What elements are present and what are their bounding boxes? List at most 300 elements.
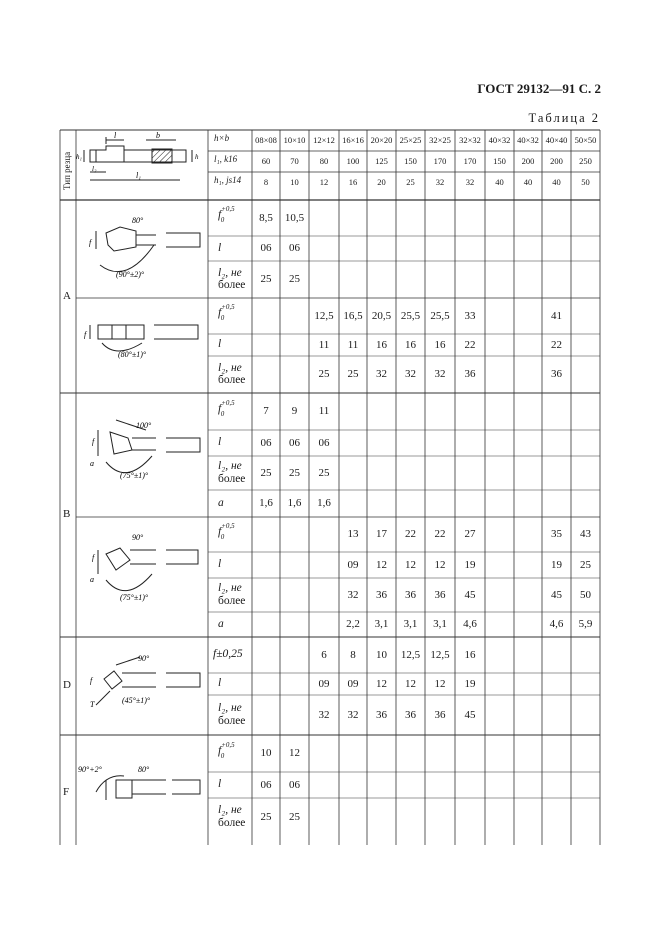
value-cell: 7 bbox=[263, 405, 269, 417]
sketch-f bbox=[76, 752, 206, 822]
param-label-a: a bbox=[218, 496, 224, 509]
side-label-cutter-type: Тип резца bbox=[62, 151, 72, 190]
param-label-l: l bbox=[218, 338, 222, 350]
value-cell: 25 bbox=[289, 273, 300, 285]
value-cell bbox=[455, 772, 485, 798]
value-cell: 45 bbox=[464, 709, 476, 721]
value-cell bbox=[309, 261, 339, 298]
value-cell bbox=[252, 695, 280, 735]
value-cell: 09 bbox=[318, 678, 330, 690]
value-cell: 10 bbox=[260, 747, 272, 759]
value-cell bbox=[367, 772, 396, 798]
value-cell: 50 bbox=[580, 589, 591, 601]
value-cell bbox=[485, 236, 514, 261]
value-cell: 25,5 bbox=[430, 310, 450, 322]
value-cell: 36 bbox=[376, 709, 387, 721]
value-cell: 06 bbox=[318, 437, 330, 449]
value-cell bbox=[252, 673, 280, 695]
sketch-label: T bbox=[90, 700, 95, 709]
value-cell bbox=[571, 393, 600, 430]
value-cell bbox=[455, 393, 485, 430]
value-cell bbox=[309, 798, 339, 836]
value-cell bbox=[485, 798, 514, 836]
value-cell: 19 bbox=[464, 559, 476, 571]
value-cell: 16 bbox=[464, 649, 476, 661]
value-cell bbox=[571, 356, 600, 393]
value-cell bbox=[252, 298, 280, 334]
value-cell bbox=[485, 673, 514, 695]
value-cell: 25,5 bbox=[400, 310, 421, 322]
size-cell: 40×32 bbox=[517, 135, 539, 145]
value-cell bbox=[485, 200, 514, 236]
value-cell: 1,6 bbox=[287, 497, 302, 509]
sketch-label: a bbox=[90, 459, 94, 468]
sketch-label: (75°±1)° bbox=[120, 471, 149, 480]
value-cell bbox=[367, 393, 396, 430]
value-cell bbox=[367, 735, 396, 772]
value-cell: 12 bbox=[289, 747, 300, 759]
value-cell: 06 bbox=[260, 437, 272, 449]
value-cell: 12 bbox=[376, 559, 387, 571]
value-cell bbox=[396, 200, 425, 236]
param-label-l2: l₂, не более bbox=[218, 460, 246, 485]
value-cell: 3,1 bbox=[374, 618, 389, 630]
sketch-label: l₂ bbox=[92, 165, 97, 173]
value-cell bbox=[425, 236, 455, 261]
value-cell: 36 bbox=[434, 709, 446, 721]
value-cell bbox=[571, 261, 600, 298]
param-label-l: l bbox=[218, 241, 222, 254]
value-cell: 22 bbox=[551, 339, 562, 351]
size-cell: 20×20 bbox=[370, 135, 393, 145]
h1-cell: 20 bbox=[377, 177, 386, 187]
value-cell: 2,2 bbox=[346, 618, 360, 630]
value-cell bbox=[455, 430, 485, 456]
value-cell bbox=[455, 456, 485, 490]
value-cell: 06 bbox=[260, 242, 272, 254]
value-cell bbox=[425, 430, 455, 456]
value-cell: 32 bbox=[347, 589, 359, 601]
h1-cell: 40 bbox=[495, 177, 504, 187]
value-cell: 12 bbox=[434, 559, 446, 571]
value-cell bbox=[571, 334, 600, 356]
value-cell: 4,6 bbox=[463, 618, 477, 630]
value-cell bbox=[514, 393, 542, 430]
value-cell bbox=[339, 261, 367, 298]
value-cell: 11 bbox=[347, 339, 359, 351]
value-cell bbox=[455, 200, 485, 236]
value-cell bbox=[571, 798, 600, 836]
value-cell: 16 bbox=[405, 339, 416, 351]
value-cell: 5,9 bbox=[578, 618, 593, 630]
value-cell bbox=[339, 798, 367, 836]
value-cell bbox=[485, 490, 514, 517]
sketch-label: (75°±1)° bbox=[120, 593, 149, 602]
value-cell: 32 bbox=[405, 368, 416, 380]
value-cell bbox=[542, 236, 571, 261]
value-cell: 22 bbox=[405, 528, 416, 540]
value-cell: 35 bbox=[551, 528, 562, 540]
value-cell: 4,6 bbox=[549, 618, 564, 630]
value-cell: 36 bbox=[405, 709, 416, 721]
value-cell bbox=[485, 298, 514, 334]
sketch-label: f bbox=[92, 553, 95, 562]
l1-cell: 125 bbox=[375, 156, 388, 166]
value-cell bbox=[514, 298, 542, 334]
value-cell bbox=[485, 430, 514, 456]
value-cell bbox=[514, 735, 542, 772]
value-cell bbox=[485, 735, 514, 772]
value-cell: 09 bbox=[347, 678, 359, 690]
value-cell: 09 bbox=[347, 559, 359, 571]
value-cell bbox=[396, 236, 425, 261]
value-cell: 6 bbox=[321, 649, 327, 661]
value-cell: 3,1 bbox=[433, 618, 447, 630]
value-cell bbox=[571, 456, 600, 490]
value-cell bbox=[514, 798, 542, 836]
sketch-label: (45°±1)° bbox=[122, 696, 151, 705]
value-cell: 32 bbox=[347, 709, 359, 721]
value-cell: 1,6 bbox=[259, 497, 273, 509]
value-cell bbox=[252, 578, 280, 612]
param-label-f: $f^{+0,5}_0$ bbox=[218, 303, 235, 322]
l1-cell: 150 bbox=[404, 156, 417, 166]
value-cell bbox=[485, 456, 514, 490]
value-cell bbox=[571, 637, 600, 673]
type-letter: A bbox=[63, 290, 71, 302]
value-cell bbox=[396, 798, 425, 836]
value-cell bbox=[514, 430, 542, 456]
value-cell bbox=[485, 393, 514, 430]
l1-cell: 100 bbox=[346, 156, 360, 166]
size-cell: 10×10 bbox=[283, 135, 306, 145]
value-cell bbox=[309, 735, 339, 772]
value-cell bbox=[542, 798, 571, 836]
value-cell bbox=[309, 552, 339, 578]
value-cell: 25 bbox=[260, 811, 272, 823]
value-cell bbox=[252, 637, 280, 673]
param-label-f: $f^{+0,5}_0$ bbox=[218, 521, 235, 541]
h1-cell: 32 bbox=[435, 177, 445, 187]
value-cell bbox=[485, 334, 514, 356]
l1-cell: 170 bbox=[433, 156, 447, 166]
l1-cell: 70 bbox=[290, 156, 299, 166]
value-cell bbox=[542, 772, 571, 798]
value-cell: 06 bbox=[289, 779, 300, 791]
value-cell bbox=[514, 772, 542, 798]
sketch-label: 100° bbox=[136, 421, 152, 430]
value-cell bbox=[280, 673, 309, 695]
value-cell: 41 bbox=[551, 310, 562, 322]
value-cell bbox=[309, 517, 339, 552]
value-cell bbox=[485, 552, 514, 578]
sketch-label: 90° bbox=[138, 654, 150, 663]
value-cell bbox=[514, 334, 542, 356]
size-cell: 25×25 bbox=[399, 135, 422, 145]
value-cell bbox=[252, 517, 280, 552]
value-cell: 12 bbox=[376, 678, 387, 690]
value-cell bbox=[571, 200, 600, 236]
value-cell bbox=[514, 673, 542, 695]
value-cell: 36 bbox=[464, 368, 476, 380]
value-cell bbox=[425, 261, 455, 298]
sketch-label: a bbox=[90, 575, 94, 584]
value-cell bbox=[514, 578, 542, 612]
value-cell bbox=[542, 490, 571, 517]
size-cell: 50×50 bbox=[574, 135, 597, 145]
value-cell bbox=[542, 430, 571, 456]
value-cell bbox=[309, 200, 339, 236]
value-cell bbox=[396, 430, 425, 456]
value-cell: 06 bbox=[260, 779, 272, 791]
value-cell bbox=[339, 236, 367, 261]
param-label-f: $f^{+0,5}_0$ bbox=[218, 398, 235, 418]
value-cell bbox=[514, 456, 542, 490]
value-cell bbox=[396, 456, 425, 490]
value-cell bbox=[571, 673, 600, 695]
value-cell bbox=[455, 236, 485, 261]
value-cell: 12,5 bbox=[400, 649, 421, 661]
value-cell: 13 bbox=[347, 528, 359, 540]
h1-cell: 10 bbox=[290, 177, 299, 187]
value-cell bbox=[485, 517, 514, 552]
value-cell bbox=[485, 356, 514, 393]
l1-cell: 80 bbox=[319, 156, 329, 166]
value-cell: 1,6 bbox=[317, 497, 331, 509]
value-cell bbox=[514, 261, 542, 298]
value-cell bbox=[571, 735, 600, 772]
value-cell bbox=[455, 261, 485, 298]
value-cell: 36 bbox=[405, 589, 416, 601]
value-cell: 32 bbox=[318, 709, 330, 721]
value-cell: 12,5 bbox=[314, 310, 334, 322]
h1-cell: 12 bbox=[319, 177, 329, 187]
value-cell bbox=[485, 695, 514, 735]
value-cell bbox=[396, 393, 425, 430]
value-cell: 11 bbox=[318, 405, 330, 417]
document-reference: ГОСТ 29132—91 С. 2 bbox=[477, 81, 601, 96]
value-cell: 27 bbox=[464, 528, 476, 540]
param-label-l2: l₂, не более bbox=[218, 702, 246, 727]
value-cell bbox=[542, 456, 571, 490]
value-cell: 8,5 bbox=[259, 212, 273, 224]
value-cell bbox=[396, 490, 425, 517]
sketch-label: h₁ bbox=[76, 153, 82, 161]
value-cell: 25 bbox=[289, 811, 300, 823]
sketch-b-2 bbox=[76, 520, 206, 615]
h1-cell: 8 bbox=[263, 177, 269, 187]
value-cell bbox=[485, 578, 514, 612]
h1-cell: 25 bbox=[406, 177, 415, 187]
value-cell bbox=[367, 200, 396, 236]
value-cell: 22 bbox=[464, 339, 476, 351]
size-cell: 12×12 bbox=[313, 135, 335, 145]
param-label-l2: l₂, не более bbox=[218, 361, 246, 387]
sketch-a-1 bbox=[76, 205, 206, 293]
value-cell bbox=[339, 430, 367, 456]
value-cell bbox=[425, 798, 455, 836]
value-cell bbox=[280, 578, 309, 612]
value-cell: 17 bbox=[376, 528, 387, 540]
value-cell: 36 bbox=[376, 589, 387, 601]
size-cell: 32×32 bbox=[459, 135, 481, 145]
value-cell bbox=[571, 772, 600, 798]
l1-cell: 200 bbox=[521, 156, 535, 166]
sketch-label: 80° bbox=[138, 765, 150, 774]
h1-cell: 16 bbox=[348, 177, 358, 187]
sketch-label: 90° bbox=[132, 533, 144, 542]
value-cell bbox=[514, 612, 542, 637]
value-cell: 45 bbox=[464, 589, 476, 601]
value-cell: 8 bbox=[350, 649, 356, 661]
value-cell bbox=[280, 552, 309, 578]
value-cell: 19 bbox=[551, 559, 562, 571]
size-cell: 08×08 bbox=[255, 135, 277, 145]
value-cell bbox=[485, 261, 514, 298]
value-cell: 9 bbox=[291, 405, 298, 417]
value-cell bbox=[514, 490, 542, 517]
value-cell bbox=[339, 456, 367, 490]
size-cell: 32×25 bbox=[429, 135, 451, 145]
h1-cell: 40 bbox=[523, 177, 533, 187]
param-label-f: $f^{+0,5}_0$ bbox=[218, 740, 235, 760]
value-cell: 22 bbox=[434, 528, 446, 540]
value-cell: 25 bbox=[580, 559, 591, 571]
value-cell bbox=[309, 236, 339, 261]
value-cell: 16,5 bbox=[343, 310, 363, 322]
h1-cell: 50 bbox=[581, 177, 590, 187]
value-cell: 25 bbox=[318, 467, 330, 479]
value-cell bbox=[542, 735, 571, 772]
value-cell: 33 bbox=[464, 310, 476, 322]
value-cell bbox=[280, 298, 309, 334]
value-cell bbox=[542, 695, 571, 735]
value-cell: 32 bbox=[376, 368, 387, 380]
header-sketch bbox=[76, 132, 206, 190]
value-cell bbox=[396, 772, 425, 798]
sketch-d bbox=[76, 645, 206, 725]
l1-cell: 150 bbox=[493, 156, 506, 166]
param-label-l: l bbox=[218, 778, 222, 790]
value-cell bbox=[252, 334, 280, 356]
value-cell bbox=[425, 200, 455, 236]
value-cell bbox=[252, 612, 280, 637]
value-cell bbox=[485, 772, 514, 798]
value-cell: 06 bbox=[289, 437, 300, 449]
value-cell bbox=[309, 772, 339, 798]
value-cell bbox=[339, 393, 367, 430]
head-param-h1: h₁, js14 bbox=[214, 175, 242, 185]
value-cell bbox=[455, 798, 485, 836]
value-cell: 10 bbox=[376, 649, 387, 661]
value-cell: 20,5 bbox=[371, 310, 392, 322]
sketch-label: 90°+2° bbox=[78, 765, 102, 774]
head-param-l1: l₁, k16 bbox=[214, 154, 238, 164]
sketch-label: h bbox=[195, 153, 199, 161]
value-cell bbox=[571, 298, 600, 334]
value-cell: 16 bbox=[434, 339, 446, 351]
value-cell bbox=[455, 490, 485, 517]
value-cell: 43 bbox=[580, 528, 591, 540]
value-cell: 06 bbox=[289, 242, 300, 254]
value-cell bbox=[542, 673, 571, 695]
value-cell: 3,1 bbox=[403, 618, 418, 630]
value-cell bbox=[339, 772, 367, 798]
sketch-label: f bbox=[90, 676, 93, 685]
sketch-label: (90°±2)° bbox=[116, 270, 145, 279]
value-cell bbox=[367, 261, 396, 298]
l1-cell: 170 bbox=[463, 156, 477, 166]
value-cell: 11 bbox=[318, 339, 330, 351]
param-label-l2: l₂, не более bbox=[218, 804, 246, 829]
value-cell bbox=[514, 517, 542, 552]
l1-cell: 250 bbox=[579, 156, 592, 166]
value-cell bbox=[425, 772, 455, 798]
h1-cell: 32 bbox=[465, 177, 475, 187]
value-cell bbox=[339, 490, 367, 517]
sketch-label: l bbox=[114, 132, 117, 140]
value-cell: 25 bbox=[260, 467, 272, 479]
value-cell bbox=[485, 612, 514, 637]
sketch-a-2 bbox=[76, 303, 206, 388]
type-letter: D bbox=[63, 679, 71, 691]
value-cell bbox=[455, 735, 485, 772]
value-cell: 19 bbox=[464, 678, 476, 690]
param-label-a: a bbox=[218, 617, 224, 630]
param-label-fpm: f±0,25 bbox=[213, 648, 243, 660]
sketch-label: (80°±1)° bbox=[118, 350, 147, 359]
value-cell bbox=[252, 356, 280, 393]
value-cell bbox=[280, 334, 309, 356]
value-cell bbox=[514, 236, 542, 261]
table-title: Таблица 2 bbox=[528, 111, 600, 125]
value-cell bbox=[571, 695, 600, 735]
value-cell: 10,5 bbox=[284, 212, 305, 224]
value-cell bbox=[542, 393, 571, 430]
value-cell bbox=[485, 637, 514, 673]
value-cell bbox=[571, 490, 600, 517]
value-cell: 12 bbox=[434, 678, 446, 690]
sketch-label: f bbox=[84, 330, 87, 339]
value-cell: 25 bbox=[260, 273, 272, 285]
value-cell bbox=[514, 200, 542, 236]
param-label-l2: l₂, не более bbox=[218, 266, 246, 292]
size-cell: 16×16 bbox=[342, 135, 364, 145]
sketch-label: f bbox=[92, 437, 95, 446]
value-cell bbox=[514, 356, 542, 393]
value-cell: 45 bbox=[551, 589, 562, 601]
value-cell: 25 bbox=[289, 467, 300, 479]
value-cell bbox=[339, 735, 367, 772]
value-cell bbox=[542, 200, 571, 236]
value-cell bbox=[425, 490, 455, 517]
sketch-label: 80° bbox=[132, 216, 144, 225]
sketch-label: l₁ bbox=[136, 171, 142, 180]
value-cell bbox=[309, 612, 339, 637]
h1-cell: 40 bbox=[552, 177, 561, 187]
sketch-label: b bbox=[156, 132, 160, 140]
value-cell: 12 bbox=[405, 559, 416, 571]
param-label-l: l bbox=[218, 558, 222, 570]
value-cell bbox=[514, 695, 542, 735]
value-cell: 16 bbox=[376, 339, 387, 351]
value-cell bbox=[514, 552, 542, 578]
value-cell: 25 bbox=[347, 368, 359, 380]
param-label-f: $f^{+0,5}_0$ bbox=[218, 205, 235, 224]
head-param-hb: h×b bbox=[214, 133, 230, 143]
value-cell bbox=[542, 261, 571, 298]
value-cell bbox=[396, 735, 425, 772]
